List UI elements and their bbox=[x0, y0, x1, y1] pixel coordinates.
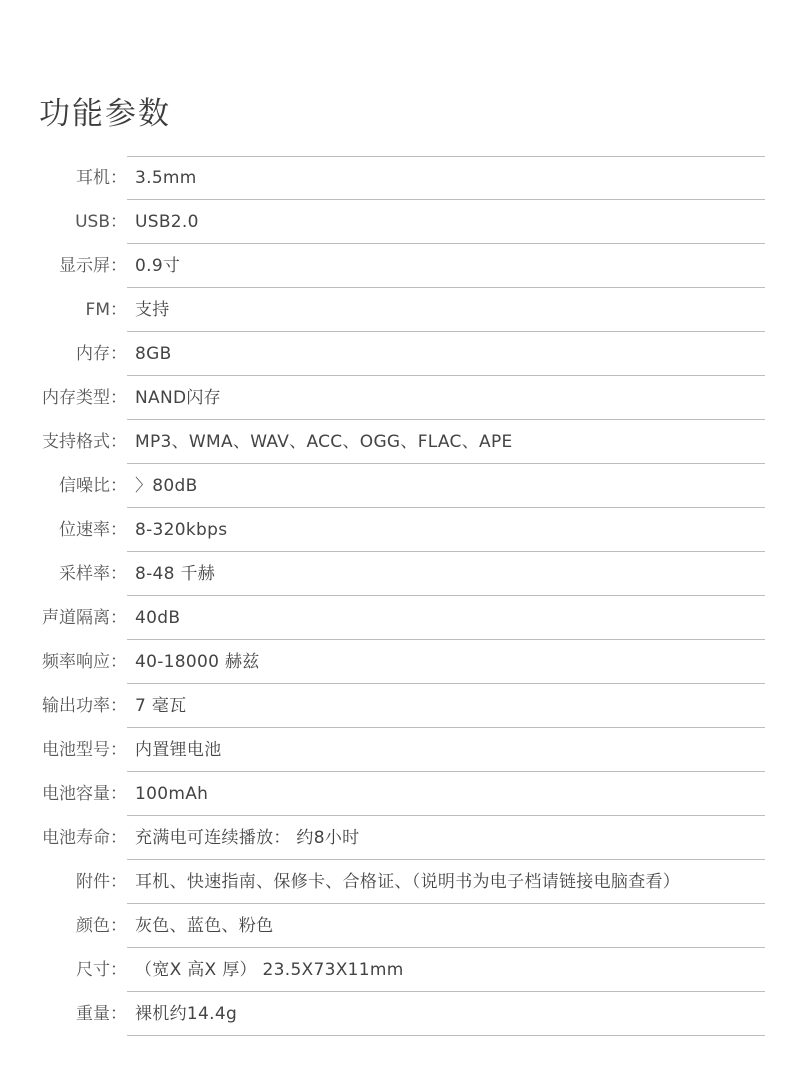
spec-label: USB： bbox=[75, 212, 127, 232]
spec-value: 0.9寸 bbox=[135, 256, 181, 276]
spec-label: 内存类型： bbox=[42, 388, 127, 408]
spec-value: 40-18000 赫兹 bbox=[135, 652, 260, 672]
spec-value: 〉80dB bbox=[135, 476, 198, 496]
spec-row-snr bbox=[0, 464, 790, 508]
spec-value: USB2.0 bbox=[135, 212, 199, 232]
spec-value: 100mAh bbox=[135, 784, 209, 804]
spec-value: 8GB bbox=[135, 344, 172, 364]
spec-value: 8-48 千赫 bbox=[135, 564, 216, 584]
spec-row-sample-rate bbox=[0, 552, 790, 596]
spec-row-formats bbox=[0, 420, 790, 464]
spec-row-memory bbox=[0, 332, 790, 376]
spec-value: （宽X 高X 厚） 23.5X73X11mm bbox=[135, 960, 404, 980]
spec-value: 裸机约14.4g bbox=[135, 1004, 238, 1024]
spec-label: 电池型号： bbox=[42, 740, 127, 760]
spec-value: 灰色、蓝色、粉色 bbox=[135, 916, 274, 936]
spec-label: 耳机： bbox=[76, 168, 127, 188]
spec-label: 声道隔离： bbox=[42, 608, 127, 628]
spec-row-size bbox=[0, 948, 790, 992]
spec-value: NAND闪存 bbox=[135, 388, 221, 408]
spec-row-output-power bbox=[0, 684, 790, 728]
spec-label: 电池寿命： bbox=[42, 828, 127, 848]
spec-value: 耳机、快速指南、保修卡、合格证、（说明书为电子档请链接电脑查看） bbox=[135, 872, 681, 892]
spec-value: 支持 bbox=[135, 300, 170, 320]
page-title: 功能参数 bbox=[39, 96, 171, 132]
spec-value: 3.5mm bbox=[135, 168, 197, 188]
spec-value: 7 毫瓦 bbox=[135, 696, 187, 716]
spec-row-battery-life bbox=[0, 816, 790, 860]
spec-label: FM： bbox=[85, 300, 127, 320]
spec-row-channel-separation bbox=[0, 596, 790, 640]
spec-row-fm bbox=[0, 288, 790, 332]
spec-label: 采样率： bbox=[59, 564, 127, 584]
spec-label: 颜色： bbox=[76, 916, 127, 936]
spec-row-display bbox=[0, 244, 790, 288]
spec-table bbox=[0, 156, 790, 1036]
spec-row-headphone bbox=[0, 156, 790, 200]
spec-label: 信噪比： bbox=[59, 476, 127, 496]
spec-value: 内置锂电池 bbox=[135, 740, 222, 760]
spec-row-color bbox=[0, 904, 790, 948]
spec-label: 重量： bbox=[76, 1004, 127, 1024]
spec-label: 支持格式： bbox=[42, 432, 127, 452]
spec-label: 显示屏： bbox=[59, 256, 127, 276]
spec-row-memory-type bbox=[0, 376, 790, 420]
spec-row-accessories bbox=[0, 860, 790, 904]
spec-row-frequency-response bbox=[0, 640, 790, 684]
spec-label: 电池容量： bbox=[42, 784, 127, 804]
spec-label: 附件： bbox=[76, 872, 127, 892]
spec-value: 40dB bbox=[135, 608, 181, 628]
spec-label: 频率响应： bbox=[42, 652, 127, 672]
spec-value: 8-320kbps bbox=[135, 520, 228, 540]
spec-label: 位速率： bbox=[59, 520, 127, 540]
spec-row-usb bbox=[0, 200, 790, 244]
spec-label: 内存： bbox=[76, 344, 127, 364]
spec-row-battery-type bbox=[0, 728, 790, 772]
spec-row-weight bbox=[0, 992, 790, 1036]
spec-row-bitrate bbox=[0, 508, 790, 552]
spec-label: 输出功率： bbox=[42, 696, 127, 716]
spec-label: 尺寸： bbox=[76, 960, 127, 980]
spec-value: 充满电可连续播放： 约8小时 bbox=[135, 828, 360, 848]
spec-value: MP3、WMA、WAV、ACC、OGG、FLAC、APE bbox=[135, 432, 513, 452]
spec-row-battery-capacity bbox=[0, 772, 790, 816]
